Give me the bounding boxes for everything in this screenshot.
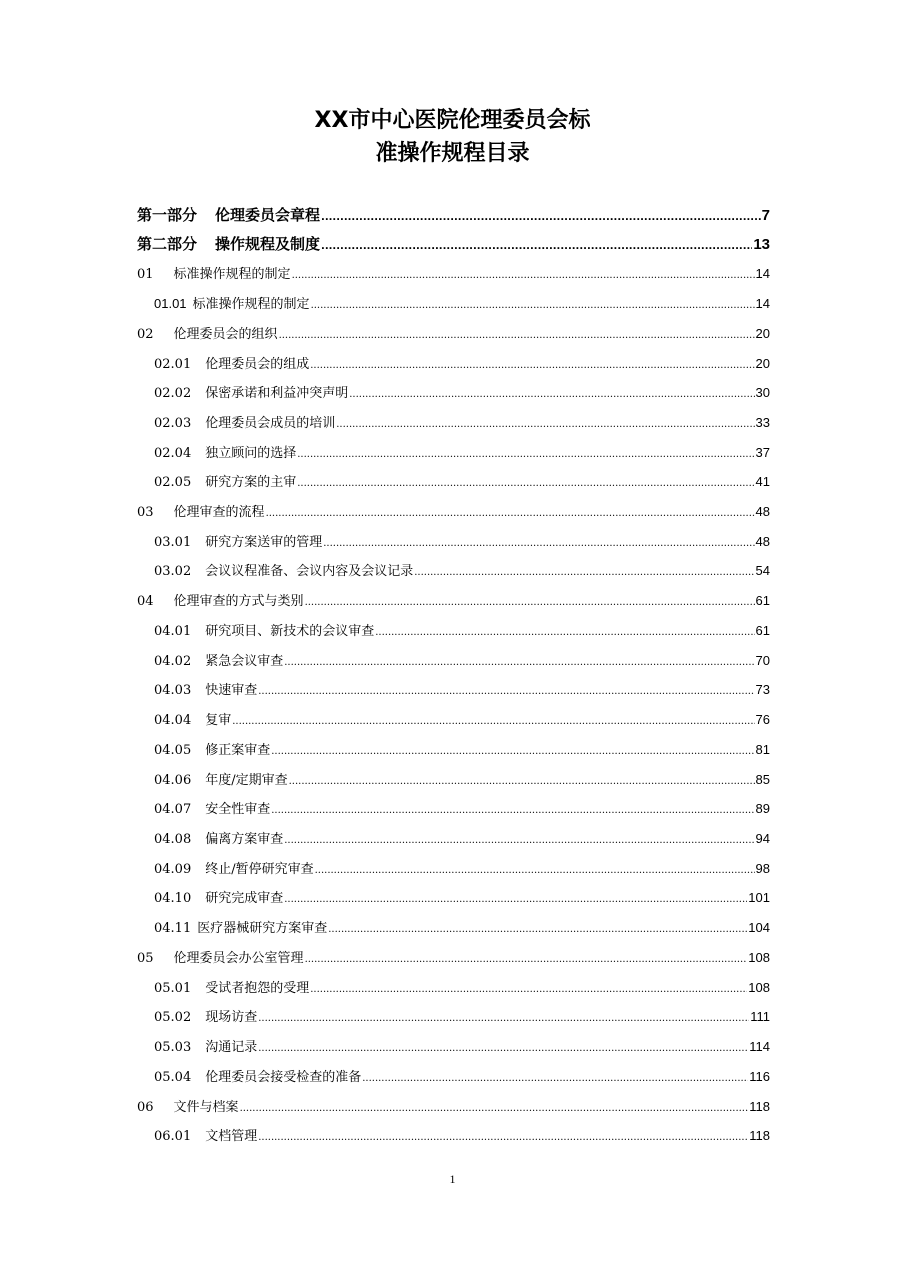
toc-dot-leader: [297, 445, 754, 465]
toc-entry[interactable]: [154, 294, 770, 314]
toc-entry-number: 04.02: [154, 654, 192, 669]
toc-entry-page: 81: [755, 742, 770, 757]
toc-entry-title: 研究方案的主审: [205, 475, 297, 490]
toc-entry[interactable]: [137, 1097, 770, 1117]
toc-dot-leader: [336, 415, 754, 435]
toc-dot-leader: [284, 890, 747, 910]
toc-dot-leader: [258, 1039, 748, 1059]
toc-dot-leader: [258, 1009, 749, 1029]
toc-entry-title: 伦理审查的方式与类别: [173, 594, 304, 609]
toc-entry-title: 标准操作规程的制定: [192, 297, 310, 312]
toc-entry-title: 伦理委员会章程: [215, 206, 321, 224]
toc-entry-title: 伦理委员会的组成: [205, 357, 310, 372]
toc-entry-page: 111: [750, 1009, 770, 1024]
toc-entry-number: 02: [137, 327, 154, 342]
toc-entry-number: 04.06: [154, 773, 192, 788]
toc-entry-number: 03.02: [154, 564, 192, 579]
toc-dot-leader: [271, 801, 754, 821]
toc-dot-leader: [284, 831, 754, 851]
toc-entry-page: 116: [749, 1069, 770, 1084]
toc-entry-title: 独立顾问的选择: [205, 446, 297, 461]
toc-entry-number: 05.03: [154, 1040, 192, 1055]
toc-entry[interactable]: [154, 859, 770, 879]
toc-entry-page: 14: [755, 266, 770, 281]
toc-entry-page: 76: [755, 712, 770, 727]
toc-entry[interactable]: [154, 621, 770, 641]
toc-entry-number: 04.07: [154, 802, 192, 817]
toc-entry-title: 研究完成审查: [205, 891, 284, 906]
toc-dot-leader: [414, 563, 754, 583]
toc-dot-leader: [375, 623, 754, 643]
title-line-2: 准操作规程目录: [375, 141, 530, 166]
toc-entry[interactable]: [154, 413, 770, 433]
toc-entry[interactable]: [154, 829, 770, 849]
toc-entry[interactable]: [154, 799, 770, 819]
toc-entry-title: 文档管理: [205, 1129, 258, 1144]
toc-entry-page: 108: [748, 950, 770, 965]
toc-entry[interactable]: [154, 383, 770, 403]
toc-entry-number: 01.01: [154, 296, 187, 311]
toc-entry-number: 03: [137, 505, 154, 520]
toc-entry-title: 复审: [205, 713, 232, 728]
toc-entry[interactable]: [154, 1037, 770, 1057]
toc-entry-title: 研究项目、新技术的会议审查: [205, 624, 375, 639]
toc-entry-number: 06: [137, 1100, 154, 1115]
toc-dot-leader: [258, 682, 754, 702]
toc-dot-leader: [289, 772, 755, 792]
toc-entry[interactable]: [137, 205, 770, 225]
toc-dot-leader: [362, 1069, 748, 1089]
toc-entry-page: 20: [755, 326, 770, 341]
toc-entry-title: 快速审查: [205, 683, 258, 698]
toc-entry-page: 98: [755, 861, 770, 876]
toc-dot-leader: [323, 534, 754, 554]
toc-entry-number: 01: [137, 267, 154, 282]
toc-entry-title: 研究方案送审的管理: [205, 535, 323, 550]
toc-entry-number: 02.01: [154, 357, 192, 372]
toc-entry[interactable]: [154, 918, 770, 938]
toc-dot-leader: [305, 593, 755, 613]
toc-dot-leader: [321, 208, 761, 228]
toc-entry[interactable]: [154, 561, 770, 581]
toc-dot-leader: [328, 920, 747, 940]
toc-entry[interactable]: [154, 888, 770, 908]
toc-entry-page: 54: [755, 563, 770, 578]
toc-entry-page: 41: [755, 474, 770, 489]
toc-entry-number: 02.05: [154, 475, 192, 490]
toc-entry-number: 05.04: [154, 1070, 192, 1085]
toc-entry[interactable]: [154, 472, 770, 492]
toc-entry-page: 114: [749, 1039, 770, 1054]
toc-entry[interactable]: [154, 1126, 770, 1146]
toc-entry-title: 操作规程及制度: [215, 235, 321, 253]
toc-entry[interactable]: [137, 264, 770, 284]
toc-dot-leader: [297, 474, 754, 494]
toc-entry-title: 伦理委员会的组织: [173, 327, 278, 342]
toc-entry-number: 04.03: [154, 683, 192, 698]
toc-dot-leader: [258, 1128, 748, 1148]
toc-entry-number: 02.03: [154, 416, 192, 431]
toc-entry-number: 04.11: [154, 921, 192, 936]
toc-entry[interactable]: [137, 502, 770, 522]
toc-entry[interactable]: [154, 354, 770, 374]
toc-entry[interactable]: [154, 978, 770, 998]
toc-entry[interactable]: [154, 710, 770, 730]
toc-entry-number: 04.01: [154, 624, 192, 639]
toc-entry-title: 伦理委员会成员的培训: [205, 416, 336, 431]
toc-entry-number: 04.09: [154, 862, 192, 877]
toc-entry-number: 06.01: [154, 1129, 192, 1144]
toc-dot-leader: [279, 326, 755, 346]
toc-entry-page: 14: [755, 296, 770, 311]
toc-entry-number: 05.01: [154, 981, 192, 996]
toc-dot-leader: [305, 950, 748, 970]
toc-entry[interactable]: [154, 770, 770, 790]
toc-entry-title: 沟通记录: [205, 1040, 258, 1055]
toc-entry[interactable]: [154, 740, 770, 760]
toc-entry-page: 48: [755, 504, 770, 519]
toc-entry-page: 30: [755, 385, 770, 400]
toc-dot-leader: [349, 385, 754, 405]
document-title: [0, 104, 905, 170]
toc-entry-page: 104: [748, 920, 770, 935]
toc-entry-title: 文件与档案: [173, 1100, 239, 1115]
toc-entry[interactable]: [154, 443, 770, 463]
toc-entry-page: 70: [755, 653, 770, 668]
toc-dot-leader: [321, 237, 752, 257]
toc-entry-title: 伦理审查的流程: [173, 505, 265, 520]
toc-entry[interactable]: [154, 651, 770, 671]
toc-entry-number: 02.04: [154, 446, 192, 461]
toc-entry-title: 会议议程准备、会议内容及会议记录: [205, 564, 414, 579]
toc-dot-leader: [310, 356, 754, 376]
toc-entry-title: 伦理委员会接受检查的准备: [205, 1070, 362, 1085]
toc-dot-leader: [311, 296, 755, 316]
toc-entry-number: 04.04: [154, 713, 192, 728]
toc-entry-page: 89: [755, 801, 770, 816]
toc-entry-page: 7: [761, 207, 770, 224]
toc-entry-page: 61: [755, 623, 770, 638]
toc-entry-title: 标准操作规程的制定: [173, 267, 291, 282]
toc-entry-title: 受试者抱怨的受理: [205, 981, 310, 996]
toc-entry-page: 37: [755, 445, 770, 460]
toc-entry-title: 保密承诺和利益冲突声明: [205, 386, 349, 401]
toc-entry-title: 安全性审查: [205, 802, 271, 817]
toc-entry-page: 85: [755, 772, 770, 787]
toc-entry-page: 48: [755, 534, 770, 549]
toc-entry[interactable]: [154, 1007, 770, 1027]
toc-entry-number: 第一部分: [137, 206, 198, 224]
toc-entry-page: 33: [755, 415, 770, 430]
toc-entry-page: 94: [755, 831, 770, 846]
toc-entry-title: 伦理委员会办公室管理: [173, 951, 304, 966]
toc-dot-leader: [271, 742, 754, 762]
toc-entry[interactable]: [154, 1067, 770, 1087]
toc-entry-title: 年度/定期审查: [205, 773, 288, 788]
toc-dot-leader: [240, 1099, 749, 1119]
toc-entry-title: 偏离方案审查: [205, 832, 284, 847]
toc-entry-number: 02.02: [154, 386, 192, 401]
toc-entry[interactable]: [137, 324, 770, 344]
toc-entry-title: 医疗器械研究方案审查: [197, 921, 328, 936]
toc-entry-title: 紧急会议审查: [205, 654, 284, 669]
toc-entry-number: 03.01: [154, 535, 192, 550]
toc-dot-leader: [292, 266, 755, 286]
toc-entry-number: 04.05: [154, 743, 192, 758]
toc-entry-number: 04.10: [154, 891, 192, 906]
toc-dot-leader: [266, 504, 755, 524]
toc-entry-number: 04: [137, 594, 154, 609]
toc-entry-page: 13: [753, 236, 770, 253]
toc-dot-leader: [310, 980, 747, 1000]
toc-entry-page: 101: [748, 890, 770, 905]
toc-dot-leader: [232, 712, 754, 732]
toc-dot-leader: [284, 653, 754, 673]
toc-entry-title: 终止/暂停研究审查: [205, 862, 314, 877]
toc-entry[interactable]: [137, 948, 770, 968]
toc-entry-title: 现场访查: [205, 1010, 258, 1025]
toc-entry-number: 04.08: [154, 832, 192, 847]
toc-entry[interactable]: [137, 591, 770, 611]
toc-entry[interactable]: [154, 532, 770, 552]
toc-dot-leader: [315, 861, 755, 881]
title-line-1: XX市中心医院伦理委员会标: [314, 108, 591, 133]
toc-entry-page: 108: [748, 980, 770, 995]
toc-entry-number: 05: [137, 951, 154, 966]
toc-entry-number: 05.02: [154, 1010, 192, 1025]
toc-entry-page: 118: [749, 1099, 770, 1114]
toc-entry-page: 20: [755, 356, 770, 371]
toc-entry-page: 118: [749, 1128, 770, 1143]
toc-entry-number: 第二部分: [137, 235, 198, 253]
toc-entry-page: 73: [755, 682, 770, 697]
page-number: 1: [449, 1172, 456, 1186]
toc-entry[interactable]: [137, 234, 770, 254]
toc-entry-page: 61: [755, 593, 770, 608]
toc-entry-title: 修正案审查: [205, 743, 271, 758]
toc-entry[interactable]: [154, 680, 770, 700]
